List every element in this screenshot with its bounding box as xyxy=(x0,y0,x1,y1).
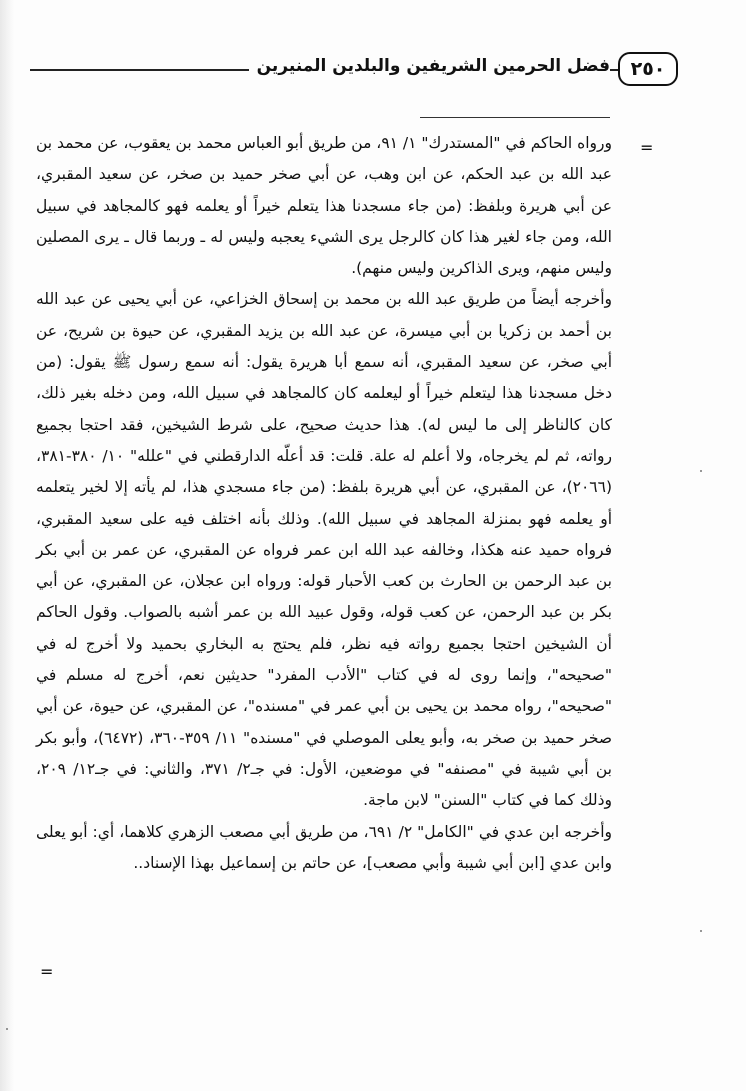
paragraph-2: وأخرجه أيضاً من طريق عبد الله بن محمد بن إسحاق الخزاعي، عن أبي يحيى عن عبد الله بن أحمد بن زكريا بن أبي ميسرة، عن عبد الله بن يزيد المقبري، عن حيوة بن شريح، عن أبي صخر، عن سعيد المقبري، أنه سمع أبا هريرة يقول: أنه سمع رسول ﷺ يقول: (من دخل مسجدنا هذا ليتعلم خيراً أو ليعلمه كان كالمجاهد في سبيل الله، ومن دخله بغير ذلك، كان كالناظر إلى ما ليس له). هذا حديث صحيح، على شرط الشيخين، فقد احتجا بجميع رواته، ثم لم يخرجاه، ولا أعلم له علة. قلت: قد أعلّه الدارقطني في "علله" ١٠/ ٣٨٠-٣٨١، (٢٠٦٦)، عن المقبري، عن أبي هريرة بلفظ: (من جاء مسجدي هذا، لم يأته إلا لخير يتعلمه أو يعلمه فهو بمنزلة المجاهد في سبيل الله). وذلك بأنه اختلف فيه على سعيد المقبري، فرواه حميد عنه هكذا، وخالفه عبد الله ابن عمر فرواه عن المقبري، عن عمر بن أبي بكر بن عبد الرحمن بن الحارث بن كعب الأحبار قوله: ورواه ابن عجلان، عن المقبري، عن أبي بكر بن عبد الرحمن، عن كعب قوله، وقول عبيد الله بن عمر أشبه بالصواب. وقول الحاكم أن الشيخين احتجا بجميع رواته فيه نظر، فلم يحتج به البخاري بحميد ولا أخرج له في "صحيحه"، وإنما روى له في كتاب "الأدب المفرد" حديثين نعم، أخرج له مسلم في "صحيحه"، رواه محمد بن يحيى بن أبي عمر في "مسنده"، عن المقبري، عن حيوة، عن أبي صخر حميد بن صخر به، وأبو يعلى الموصلي في "مسنده" ١١/ ٣٥٩-٣٦٠، (٦٤٧٢)، وأبو بكر بن أبي شيبة في "مصنفه" في موضعين، الأول: في جـ٢/ ٣٧١، والثاني: في جـ١٢/ ٢٠٩، وذلك كما في كتاب "السنن" لابن ماجة. xyxy=(36,290,612,810)
paragraph-3: وأخرجه ابن عدي في "الكامل" ٢/ ٦٩١، من طريق أبي مصعب الزهري كلاهما، أي: أبو يعلى وابن عدي [ابن أبي شيبة وأبي مصعب]، عن حاتم بن إسماعيل بهذا الإسناد.. xyxy=(36,822,612,872)
continuation-mark-end: = xyxy=(40,962,54,981)
scan-speck xyxy=(700,470,702,472)
paragraph-1: ورواه الحاكم في "المستدرك" ١/ ٩١، من طريق أبو العباس محمد بن يعقوب، عن محمد بن عبد الله بن عبد الحكم، عن ابن وهب، عن أبي صخر حميد بن صخر، عن سعيد المقبري، عن أبي هريرة وبلفظ: (من جاء مسجدنا هذا يتعلم خيراً أو يعلمه فهو كالمجاهد في سبيل الله، ومن جاء لغير هذا كان كالرجل يرى الشيء يعجبه وليس له ـ وربما قال ـ يرى المصلين وليس منهم، ويرى الذاكرين وليس منهم). xyxy=(36,134,612,278)
scan-speck xyxy=(700,930,702,932)
continuation-mark-start: = xyxy=(640,138,654,157)
scan-speck xyxy=(6,1028,8,1030)
page-number: ٢٥٠ xyxy=(618,52,678,86)
footnote-body xyxy=(36,128,612,879)
binding-shadow xyxy=(0,0,14,1091)
running-header xyxy=(30,44,678,90)
footnote-separator xyxy=(420,117,610,118)
header-title: فضل الحرمين الشريفين والبلدين المنيرين xyxy=(249,56,610,76)
